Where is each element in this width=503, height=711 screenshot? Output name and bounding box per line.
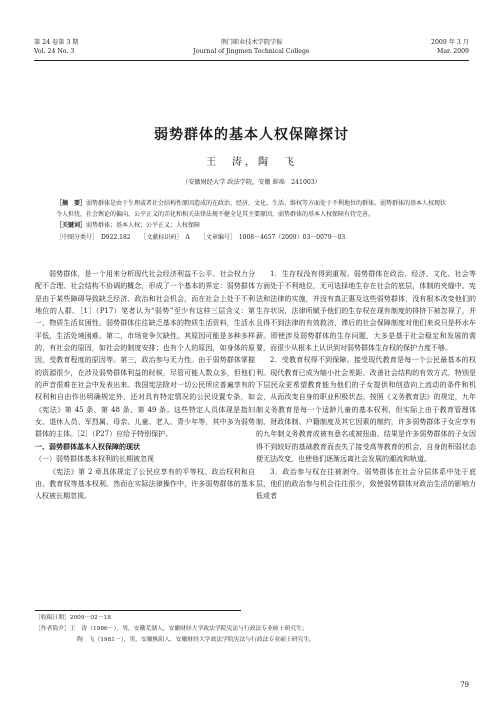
subsection-heading: （一）弱势群体基本权利的长期被忽视 xyxy=(35,455,154,464)
article-number: ［文章编号］ 1008－4657（2009）03－0079－03 xyxy=(199,233,346,241)
article-title: 弱势群体的基本人权保障探讨 xyxy=(154,127,349,143)
abstract-text: 弱势群体是由于生理或者社会结构性原因造成的在政治、经济、文化、生活、维权等方面处于不利地位的群体。弱势群体的基本人权现状令人担忧，社会舆论的偏向、公平正义的弄化和相关法律法规不健全是其主要原因，弱势群体的基本人权保障有待完善。 xyxy=(56,200,447,219)
journal-name-cn: 荆门职业技术学院学报 xyxy=(220,39,283,46)
author-bio-2: 陶 飞（1981－），男，安徽枞阳人，安徽财经大学政法学院宪法与行政法专业硕士研究生。 xyxy=(77,637,315,643)
keywords-tag: ［关键词］ xyxy=(56,222,87,230)
author-line: 王 涛，陶 飞 xyxy=(206,157,297,168)
author-bio-1: ［作者简介］王 涛（1986－），男，安徽芜湖人，安徽财经大学政法学院宪法与行政法专业硕士研究生； xyxy=(35,626,308,632)
classification-line xyxy=(56,232,448,243)
section-heading: 一、弱势群体基本人权保障的现状 xyxy=(35,441,140,451)
footnotes xyxy=(35,610,475,646)
journal-name-en: Journal of Jingmen Technical College xyxy=(193,48,310,55)
paragraph: 弱势群体，是一个用来分析现代社会经济利益不公平、社会权力分配不合理、社会结构不协调的概念，形成了一个基本的界定：弱势群体是由于某些障碍导致缺乏经济、政治和社会机会，而在社会上处于不利地位的人群。［1］（P17）笔者认为“弱势”至少有这样三层含义：第一，物质生活贫困性。弱势群体往往缺乏基本的物质生活资料，生活水平低，生活处境困难。第二，市场竞争欠缺性。其原因可能是多种多样的，有社会的原因，如社会的制度安排；也有个人的原因，如身体的原因，受教育程度的原因等。第三，政治参与无力性。由于弱势群体掌握的资源很少，在涉及弱势群体利益的时候，尽管可能人数众多，但他们的声音很难在社会中发表出来。我国宪法除对一切公民所应普遍享有的权利和自由作出明确规定外，还对具有特定情况的公民设置专条，如《宪法》第 45 条、第 48 条、第 49 条。这些特定人员体现是指妇女、退休人员、军烈属、母亲、儿童、老人、青少年等，其中多为弱势群体的主体。［2］（P27）应给予特别保护。 xyxy=(35,270,255,439)
journal-name xyxy=(34,38,469,56)
doc-code: ［文献标识码］ A xyxy=(140,233,190,241)
paragraph: 3．政治参与权在往被剥夺。弱势群体在社会分层体系中处于底层，他们的政治参与机会往往很少，致使弱势群体对政治生活的影响力低或者 xyxy=(256,467,476,501)
keywords xyxy=(56,220,448,231)
header-divider xyxy=(34,60,469,61)
abstract-tag: ［摘 要］ xyxy=(56,200,87,207)
affiliation: （安徽财经大学 政法学院，安徽 蚌埠 241003） xyxy=(182,179,321,186)
running-header xyxy=(34,38,469,64)
issue-info-en: Vol. 24 No. 3 xyxy=(34,48,75,55)
body-left-column xyxy=(35,268,255,503)
received-date: ［收稿日期］2009－02－18 xyxy=(35,615,111,621)
issue-info-cn: 第 24 卷第 3 期 xyxy=(34,39,79,46)
page-number: 79 xyxy=(460,681,469,689)
abstract xyxy=(56,198,448,220)
body-right-column xyxy=(256,268,476,503)
issue-date xyxy=(431,38,469,56)
keywords-text: 弱势群体；基本人权；公平正义；人权保障 xyxy=(86,222,201,230)
footnote-divider xyxy=(35,610,241,611)
issue-date-en: Mar. 2009 xyxy=(437,48,469,55)
paragraph: 2．受教育权得不到保障。接受现代教育是每一个公民最基本的权利。现代教育已成为缩小社会差距、改善社会结构的有效方式，特别是下层民众更希望教育能为他们的子女提供和创造向上流动的条件和机会，从而改变自身的职业积极状态。按照《义务教育法》的规定，九年制义务教育是每一个适龄儿童的基本权利，但实际上由于教育管理体制、财政体制、户籍制度及其它因素的制约，许多弱势群体子女应享有的九年制义务教育或被有意名或被扭曲，结果是许多弱势群体的子女因得不到较好的基础教育而丧失了接受高等教育的机会，自身的积弱状态便无法改变，也使他们逐渐远离社会发展的潮流和轨道。 xyxy=(256,356,476,464)
paragraph: 《宪法》第 2 章具体规定了公民应享有的平等权、政治权利和自由、教育权等基本权利。然而在实际法律操作中，许多弱势群体的基本人权被长期忽视。 xyxy=(35,467,255,501)
clc-number: ［中图分类号］ D922.182 xyxy=(56,233,131,241)
abstract-block xyxy=(56,198,448,243)
paragraph: 1．生存权没有得到重视。弱势群体在政治、经济、文化、社会等方面处于不利地位，无可选择地生存在社会的底层，体制的夹缝中。宪法和法律的实施，并没有真正惠及这些弱势群体，没有根本改变他们的生存状况，法律所赋予他们的生存权在现有制度的排挤下被忽视了，并且得不到法律的有效救济，滞后的社会保障制度对他们来说只是杯水车薪。即使涉及弱势群体的生存问题，大多是基于社会稳定和发展的需要，而很少从根本上认识到对弱势群体生存权的保护力度不够。 xyxy=(256,270,476,353)
issue-date-cn: 2009 年 3 月 xyxy=(431,39,469,46)
